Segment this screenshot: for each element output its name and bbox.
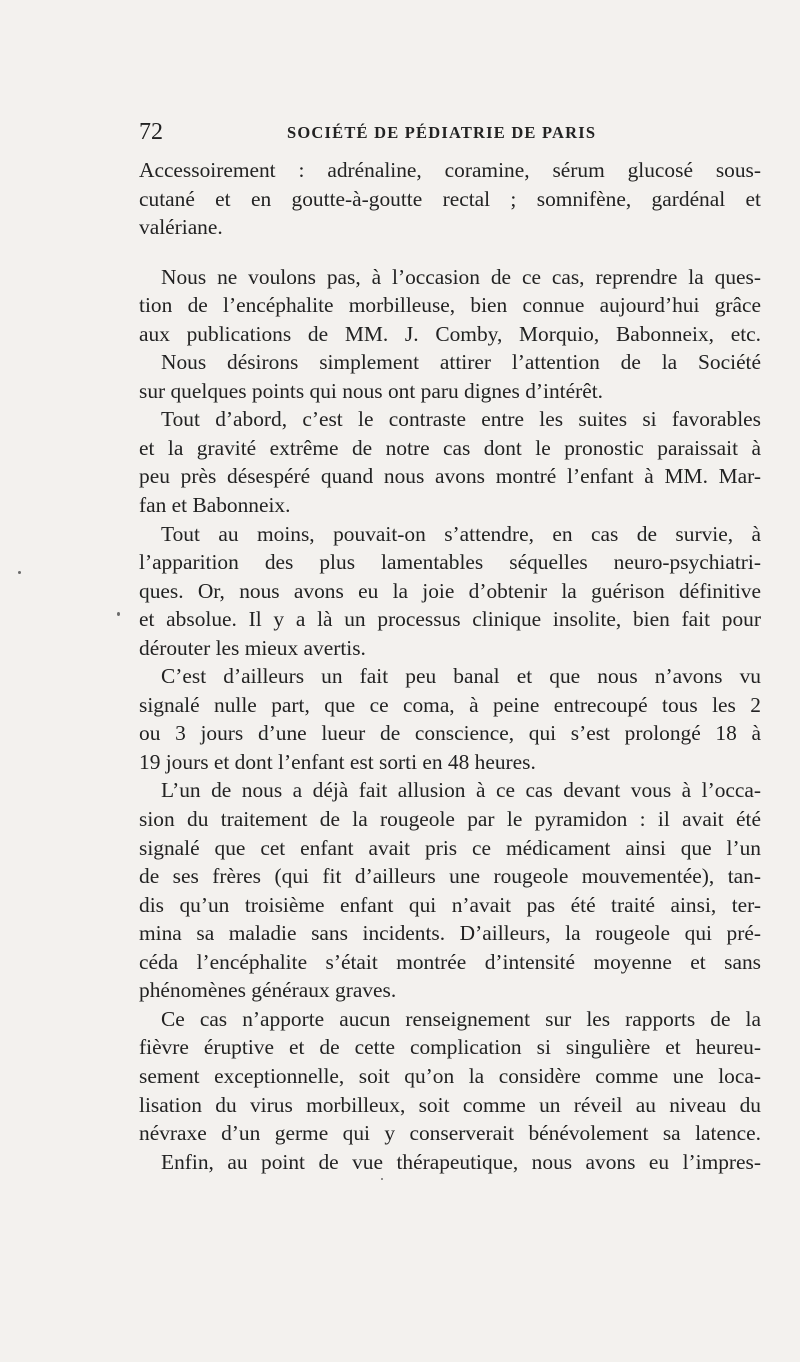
text-line: Nous ne voulons pas, à l’occasion de ce cas, reprendre la ques- bbox=[161, 264, 761, 289]
text-line: lisation du virus morbilleux, soit comme un réveil au niveau du bbox=[139, 1092, 761, 1117]
text-line: et absolue. Il y a là un processus clinique insolite, bien fait pour bbox=[139, 607, 761, 632]
paragraph bbox=[139, 662, 761, 776]
text-line: Nous désirons simplement attirer l’attention de la Société bbox=[161, 350, 761, 375]
text-line: valériane. bbox=[139, 215, 223, 240]
text-line: Accessoirement : adrénaline, coramine, sérum glucosé sous- bbox=[139, 158, 761, 182]
text-line: dérouter les mieux avertis. bbox=[139, 635, 366, 660]
text-line: sement exceptionnelle, soit qu’on la considère comme une loca- bbox=[139, 1063, 761, 1088]
paragraph bbox=[139, 776, 761, 1004]
scan-speck bbox=[117, 612, 120, 616]
paragraph bbox=[139, 348, 761, 405]
text-line: Ce cas n’apporte aucun renseignement sur les rapports de la bbox=[161, 1006, 761, 1031]
paragraph-gap bbox=[139, 242, 761, 263]
text-line: tion de l’encéphalite morbilleuse, bien connue aujourd’hui grâce bbox=[139, 293, 761, 318]
text-line: sion du traitement de la rougeole par le pyramidon : il avait été bbox=[139, 807, 761, 832]
text-line: sur quelques points qui nous ont paru dignes d’intérêt. bbox=[139, 378, 603, 403]
text-line: L’un de nous a déjà fait allusion à ce cas devant vous à l’occa- bbox=[161, 778, 761, 803]
text-line: mina sa maladie sans incidents. D’ailleurs, la rougeole qui pré- bbox=[139, 921, 761, 946]
text-line: 19 jours et dont l’enfant est sorti en 48 heures. bbox=[139, 749, 536, 774]
paragraph bbox=[139, 520, 761, 663]
page-header bbox=[139, 118, 761, 148]
paragraph bbox=[139, 1005, 761, 1148]
text-line: cutané et en goutte-à-goutte rectal ; somnifène, gardénal et bbox=[139, 186, 761, 211]
running-head: SOCIÉTÉ DE PÉDIATRIE DE PARIS bbox=[287, 123, 597, 142]
text-line: Tout d’abord, c’est le contraste entre les suites si favorables bbox=[161, 407, 761, 432]
text-line: Enfin, au point de vue thérapeutique, nous avons eu l’impres- bbox=[161, 1149, 761, 1174]
scan-speck bbox=[381, 1178, 383, 1180]
paragraph bbox=[139, 156, 761, 242]
text-line: aux publications de MM. J. Comby, Morquio, Babonneix, etc. bbox=[139, 321, 761, 346]
text-line: fan et Babonneix. bbox=[139, 493, 291, 518]
text-line: de ses frères (qui fit d’ailleurs une rougeole mouvementée), tan- bbox=[139, 864, 761, 889]
text-line: signalé nulle part, que ce coma, à peine entrecoupé tous les 2 bbox=[139, 692, 761, 717]
page-number: 72 bbox=[139, 119, 163, 145]
text-line: phénomènes généraux graves. bbox=[139, 978, 397, 1003]
text-line: signalé que cet enfant avait pris ce médicament ainsi que l’un bbox=[139, 835, 761, 860]
text-line: dis qu’un troisième enfant qui n’avait pas été traité ainsi, ter- bbox=[139, 892, 761, 917]
text-line: ou 3 jours d’une lueur de conscience, qui s’est prolongé 18 à bbox=[139, 721, 761, 746]
text-line: céda l’encéphalite s’était montrée d’intensité moyenne et sans bbox=[139, 949, 761, 974]
text-line: Tout au moins, pouvait-on s’attendre, en cas de survie, à bbox=[161, 521, 761, 546]
scan-speck bbox=[18, 571, 21, 574]
text-line: ques. Or, nous avons eu la joie d’obtenir la guérison définitive bbox=[139, 578, 761, 603]
text-line: C’est d’ailleurs un fait peu banal et que nous n’avons vu bbox=[161, 664, 761, 689]
text-line: fièvre éruptive et de cette complication si singulière et heureu- bbox=[139, 1035, 761, 1060]
text-line: et la gravité extrême de notre cas dont le pronostic paraissait à bbox=[139, 435, 761, 460]
body-text bbox=[139, 156, 761, 1176]
text-line: peu près désespéré quand nous avons montré l’enfant à MM. Mar- bbox=[139, 464, 761, 489]
text-line: l’apparition des plus lamentables séquelles neuro-psychiatri- bbox=[139, 550, 761, 575]
paragraph bbox=[139, 263, 761, 349]
text-line: névraxe d’un germe qui y conserverait bénévolement sa latence. bbox=[139, 1121, 761, 1146]
paragraph bbox=[139, 405, 761, 519]
paragraph bbox=[139, 1148, 761, 1177]
